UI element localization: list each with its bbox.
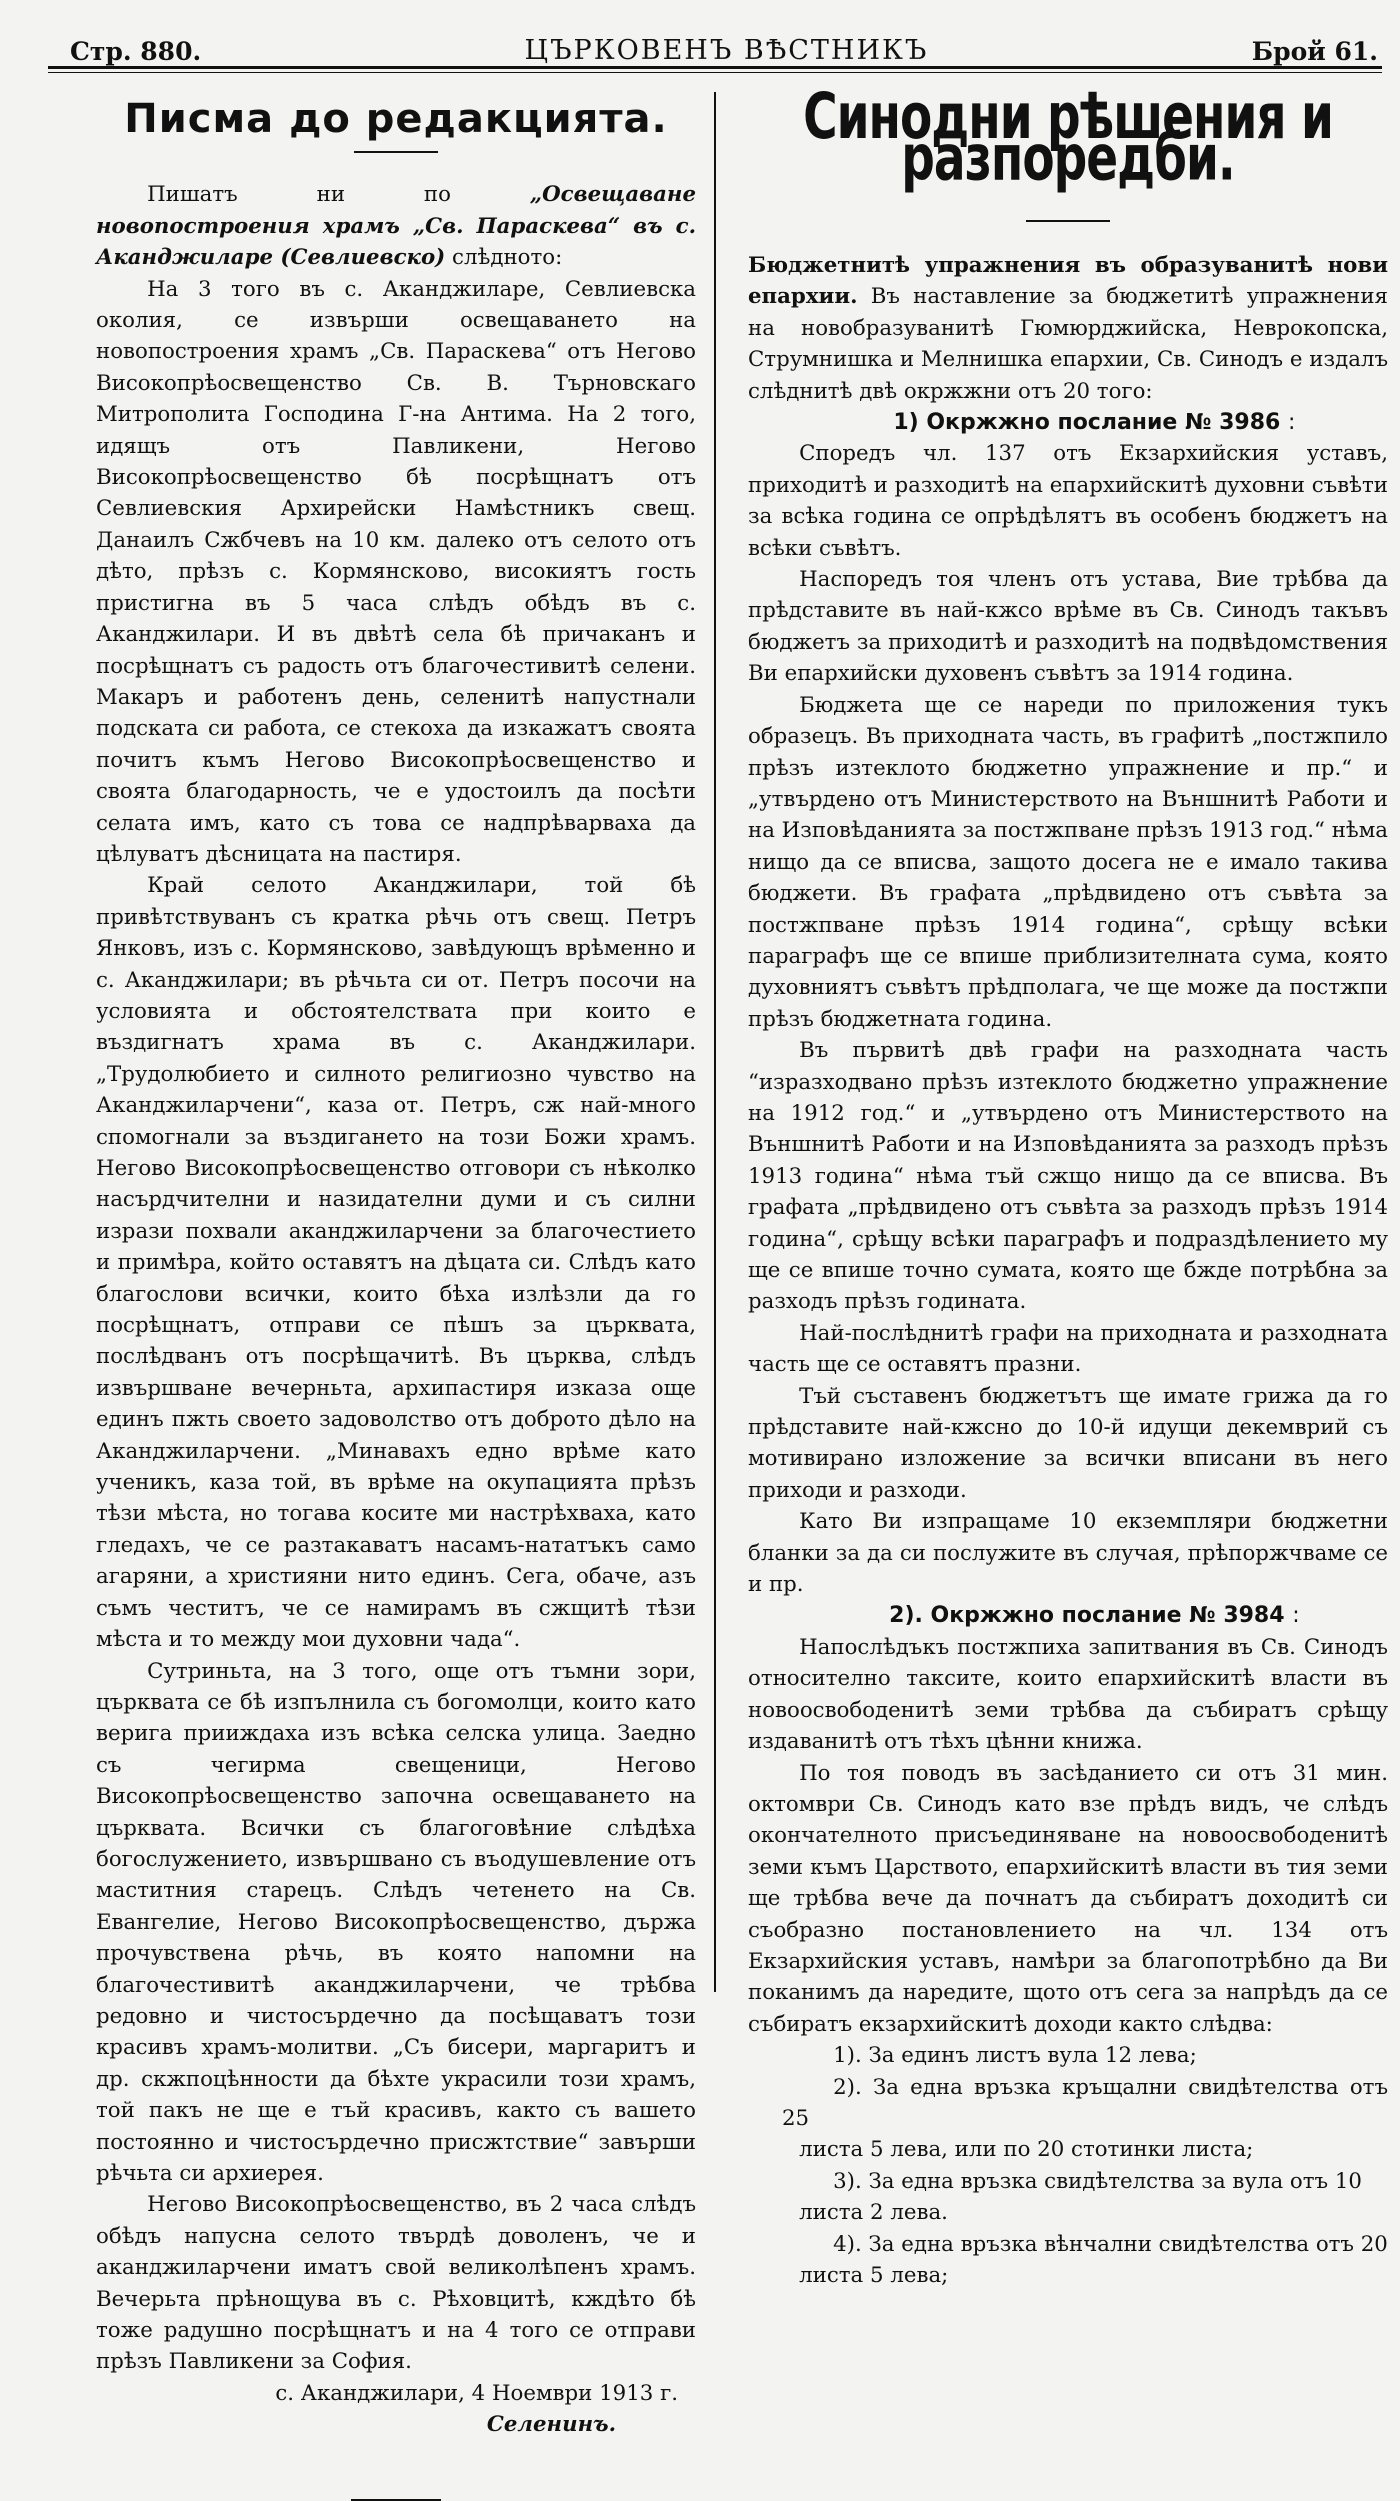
page-header [70,26,1378,66]
page-number: Стр. 880. [70,37,202,66]
left-column [96,92,696,2501]
column-divider [714,92,716,1992]
list-item: 3). За една връзка свидѣтелства за вула отъ 10 [833,2168,1362,2194]
circular-paragraph: Напослѣдъкъ постжпиха запитвания въ Св. Синодъ относително таксите, които епархийскитѣ власти въ новоосвободенитѣ земи трѣбва да събиратъ срѣщу издаванитѣ отъ тѣхъ цѣнни книжа. [748,1634,1388,1755]
header-rule [48,66,1382,69]
header-rule-thin [48,72,1382,73]
circular-paragraph: Споредъ чл. 137 отъ Екзархийския уставъ, приходитѣ и разходитѣ на епархийскитѣ духовни съвѣти за всѣка година се опрѣдѣлятъ въ особенъ бюджетъ на всѣки съвѣтъ. [748,441,1388,561]
list-item: 1). За единъ листъ вула 12 лева; [833,2043,1197,2069]
signature-name: Селенинъ. [486,2412,616,2438]
signature-place-date: с. Аканджилари, 4 Ноември 1913 г. [275,2380,678,2406]
masthead: ЦЪРКОВЕНЪ ВѢСТНИКЪ [524,35,929,66]
letters-section-title: Писма до редакцията. [124,96,668,142]
list-item-continuation: листа 2 лева. [799,2200,948,2226]
list-item-continuation: листа 5 лева, или по 20 стотинки листа; [799,2137,1254,2163]
title-rule [354,151,438,153]
circular-1-title: 1) Окржжно послание № 3986 [893,410,1281,436]
circular-paragraph: Като Ви изпращаме 10 екземпляри бюджетни бланки за да си послужите въ случая, прѣпоржчваме се и пр. [748,1509,1388,1598]
circular-1-heading [748,407,1388,438]
circular-1-colon: : [1288,410,1296,436]
circular-paragraph: Въ първитѣ двѣ графи на разходната часть “изразходвано прѣзъ изтеклото бюджетно упражнение на 1912 год.“ и „утвърдено отъ Министерството на Външнитѣ Работи и на Изповѣданията за разходъ прѣзъ 1913 година“ нѣма тъй сжщо нищо да се вписва. Въ графата „прѣдвидено отъ съвѣта за разходъ прѣзъ 1914 година“, срѣщу всѣки параграфъ и подраздѣлението му ще се впише точно сумата, която ще бжде потрѣбна за разходъ прѣзъ годината. [748,1038,1388,1315]
circular-paragraph: Най-послѣднитѣ графи на приходната и разходната часть ще се оставятъ празни. [748,1320,1388,1378]
intro-subject: „Освещаване новопостроения храмъ „Св. Параскева“ въ с. Аканджиларе (Севлиевско) [96,182,696,271]
issue-number: Брой 61. [1251,37,1378,66]
letter-paragraph: Край селото Аканджилари, той бѣ привѣтствуванъ съ кратка рѣчь отъ свещ. Петръ Янковъ, изъ с. Кормянсково, завѣдующъ врѣменно и с. Аканджилари; въ рѣчьта си от. Петръ посочи на условията и обстоятелствата при които е въздигнатъ храма въ с. Аканджилари. „Трудолюбието и силното религиозно чувство на Аканджиларчени“, каза от. Петръ, сж най-много спомогнали за въздигането на този Божи храмъ. Негово Високопрѣосвещенство отговори съ нѣколко насърдчителни и назидателни думи и съ силни изрази похвали аканджиларчени за благочестието и примѣра, който оставятъ на дѣцата си. Слѣдъ като благослови всички, които бѣха излѣзли да го посрѣщнатъ, отправи се пѣшъ за църквата, послѣдванъ отъ посрѣщачитѣ. Въ църква, слѣдъ извършване вечерньта, архипастиря изказа още единъ пжть своето задоволство отъ доброто дѣло на Аканджиларчени. „Минавахъ едно врѣме като ученикъ, каза той, въ врѣме на окупацията прѣзъ тѣзи мѣста, но тогава косите ми настрѣхваха, като гледахъ, че се разтакаватъ насамъ-нататъкъ само агаряни, а християни нито единъ. Сега, обаче, азъ съмъ честитъ, че се намирамъ въ сжщитѣ тѣзи мѣста и то между мои духовни чада“. [96,873,696,1653]
intro-text: Пишатъ ни по [147,182,530,208]
letter-intro [96,179,696,273]
letter-paragraph: На 3 того въ с. Аканджиларе, Севлиевска околия, се извърши освещаването на новопостроения храмъ „Св. Параскева“ отъ Негово Високопрѣосвещенство Св. В. Търновскаго Митрополита Господина Г-на Антима. На 2 того, идящъ отъ Павликени, Негово Високопрѣосвещенство бѣ посрѣщнатъ отъ Севлиевския Архирейски Намѣстникъ свещ. Данаилъ Сжбчевъ на 10 км. далеко отъ селото отъ дѣто, прѣзъ с. Кормянсково, високиятъ гость пристигна въ 5 часа слѣдъ обѣдъ въ с. Аканджилари. И въ двѣтѣ села бѣ причаканъ и посрѣщнатъ съ радость отъ благочестивитѣ селени. Макаръ и работенъ день, селенитѣ напустнали подската си работа, се стекоха да изкажатъ своята почитъ къмъ Негово Високопрѣосвещенство и своята благодарность, че е удостоилъ да посѣти селата имъ, като съ това се надпрѣварваха да цѣлуватъ дѣсницата на пастиря. [96,276,696,867]
list-item: 2). За една връзка кръщални свидѣтелства отъ 25 [782,2074,1388,2131]
letter-paragraph: Сутриньта, на 3 того, още отъ тъмни зори, църквата се бѣ изпълнила съ богомолци, които като верига прииждаха изъ всѣка селска улица. Заедно съ чегирма свещеници, Негово Високопрѣосвещенство започна освещаването на църквата. Всички съ благоговѣние слѣдѣха богослужението, извършвано съ въодушевление отъ маститния старецъ. Слѣдъ четенето на Св. Евангелие, Негово Високопрѣосвещенство, държа прочувствена рѣчь, въ която напомни на благочестивитѣ аканджиларчени, че трѣбва редовно и чистосърдечно да посѣщаватъ този красивъ храмъ-молитви. „Съ бисери, маргаритъ и др. скжпоцѣнности да бѣхте украсили този храмъ, той пакъ не ще е тъй красивъ, както съ вашето постоянно и чистосърдечно присжтствие“ завърши рѣчьта си архиерея. [96,1658,696,2186]
circular-paragraph: Тъй съставенъ бюджетътъ ще имате грижа да го прѣдставите най-кжсно до 10-й идущи декемврий съ мотивирано изложение за всички вписани въ него приходи и разходи. [748,1383,1388,1503]
circular-2-colon: : [1292,1603,1300,1629]
right-column [748,79,1388,2291]
synod-section-title: Синодни рѣшения и разпоредби. [803,79,1333,197]
circular-paragraph: Наспоредъ тоя членъ отъ устава, Вие трѣбва да прѣдставите въ най-кжсо врѣме въ Св. Синодъ такъвъ бюджетъ за приходитѣ и разходитѣ на подвѣдомствения Ви епархийски духовенъ съвѣтъ за 1914 година. [748,567,1388,687]
circular-2-title: 2). Окржжно послание № 3984 [889,1603,1285,1629]
circular-paragraph: Бюджета ще се нареди по приложения тукъ образецъ. Въ приходната часть, въ графитѣ „постжпило прѣзъ изтеклото бюджетно упражнение и пр.“ и „утвърдено отъ Министерството на Външнитѣ Работи и на Изповѣданията за постжпване прѣзъ 1913 год.“ нѣма нищо да се вписва, защото досега не е имало такива бюджети. Въ графата „прѣдвидено отъ съвѣта за постжпване прѣзъ 1914 година“, срѣщу всѣки параграфъ ще се впише приблизителната сума, която духовниятъ съвѣтъ прѣдполага, че ще може да постжпи прѣзъ бюджетната година. [748,692,1388,1032]
title-rule [1026,220,1110,222]
synod-intro [748,250,1388,407]
circular-paragraph: По тоя поводъ въ засѣданието си отъ 31 мин. октомври Св. Синодъ като взе прѣдъ видъ, че слѣдъ окончателното присъединяване на новоосвободенитѣ земи къмъ Царството, епархийскитѣ власти въ тия земи ще трѣбва вече да почнатъ да събиратъ доходитѣ си съобразно постановлението на чл. 134 отъ Екзархийския уставъ, намѣри за благопотрѣбно да Ви поканимъ да наредите, щото отъ сега за напрѣдъ да се събиратъ екзархийскитѣ доходи както слѣдва: [748,1760,1388,2037]
list-item: 4). За една връзка вѣнчални свидѣтелства отъ 20 [833,2231,1388,2257]
letter-paragraph: Негово Високопрѣосвещенство, въ 2 часа слѣдъ обѣдъ напусна селото твърдѣ доволенъ, че и аканджиларчени иматъ свой великолѣпенъ храмъ. Вечерьта прѣнощува въ с. Рѣховцитѣ, кждѣто бѣ тоже радушно посрѣщнатъ и на 4 того се отправи прѣзъ Павликени за София. [96,2192,696,2375]
list-item-continuation: листа 5 лева; [799,2263,949,2288]
circular-2-heading [748,1600,1388,1631]
intro-tail: слѣдното: [445,245,563,271]
synod-intro-heading: Бюджетнитѣ упражнения въ образуванитѣ нови епархии. [748,253,1388,310]
end-rule [351,2499,441,2501]
synod-intro-text: Въ наставление за бюджетитѣ упражнения на новобразуванитѣ Гюмюрджийска, Неврокопска, Струмнишка и Мелнишка епархии, Св. Синодъ е издалъ слѣднитѣ двѣ окржжни отъ 20 того: [748,284,1388,404]
fee-list [748,2040,1388,2291]
